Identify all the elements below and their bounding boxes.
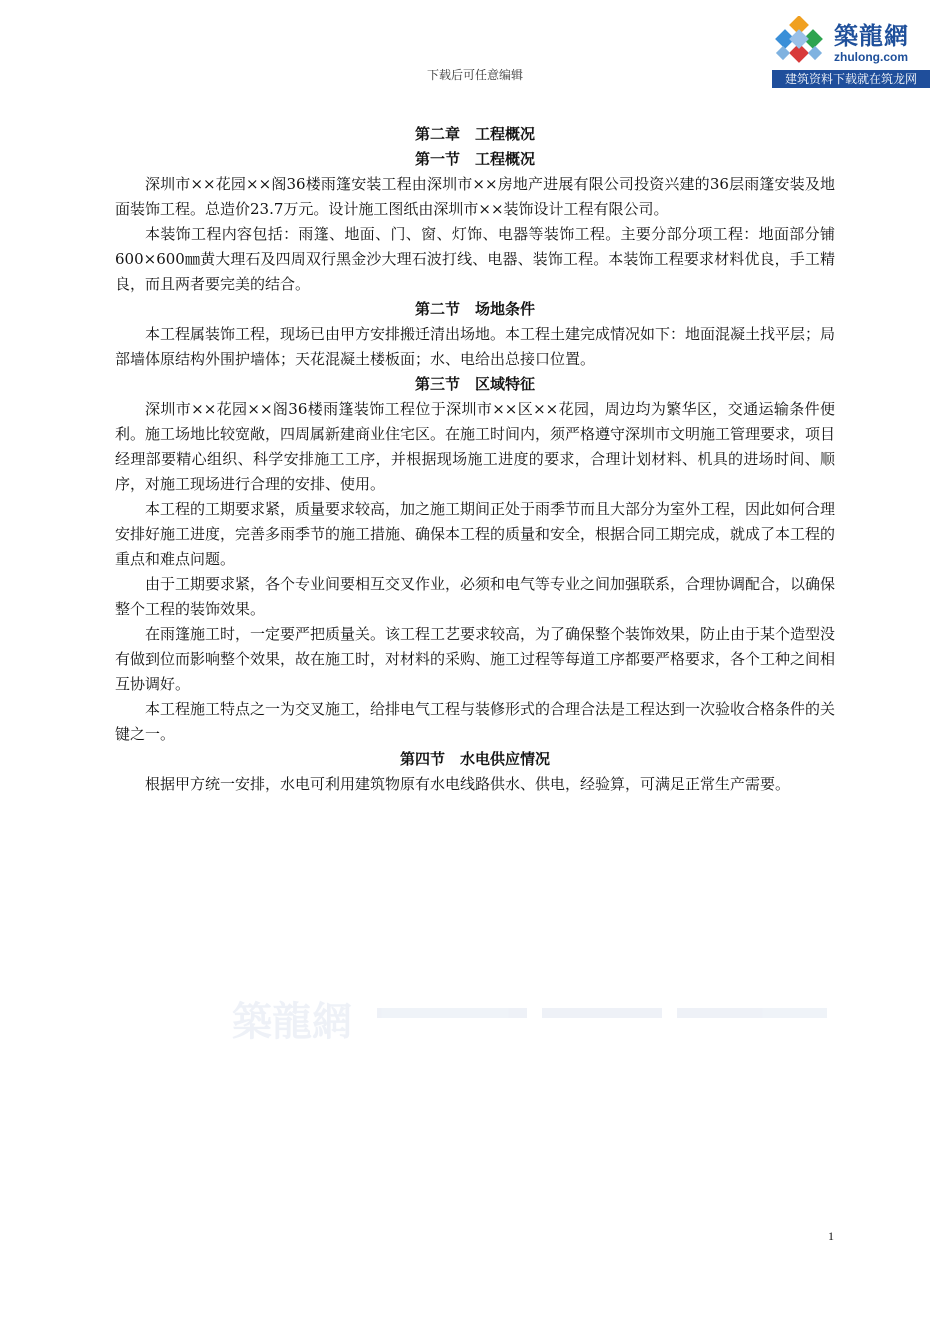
- watermark-bar: [677, 1008, 827, 1018]
- watermark-bar: [377, 1008, 527, 1018]
- section-3-title: 第三节 区域特征: [414, 375, 535, 393]
- zhulong-watermark: [232, 990, 832, 1060]
- logo-name: 築龍網: [834, 21, 909, 50]
- header-note: 下载后可任意编辑: [426, 68, 523, 82]
- section-2-title: 第二节 场地条件: [414, 300, 535, 318]
- section-1-paragraph: 深圳市××花园××阁36楼雨篷安装工程由深圳市××房地产进展有限公司投资兴建的36层雨篷安装及地面装饰工程。总造价23.7万元。设计施工图纸由深圳市××装饰设计工程有限公司。: [115, 175, 835, 218]
- section-1-paragraph: 本装饰工程内容包括：雨篷、地面、门、窗、灯饰、电器等装饰工程。主要分部分项工程：地面部分铺600×600㎜黄大理石及四周双行黑金沙大理石波打线、电器、装饰工程。本装饰工程要求材料优良，手工精良，而且两者要完美的结合。: [115, 225, 835, 293]
- logo-slogan: 建筑资料下载就在筑龙网: [772, 70, 930, 88]
- section-1-title: 第一节 工程概况: [414, 150, 535, 168]
- section-3-paragraph: 由于工期要求紧，各个专业间要相互交叉作业，必须和电气等专业之间加强联系，合理协调配合，以确保整个工程的装饰效果。: [115, 575, 836, 618]
- diamond-logo-icon: [772, 16, 828, 72]
- section-3-paragraph: 在雨篷施工时，一定要严把质量关。该工程工艺要求较高，为了确保整个装饰效果，防止由于某个造型没有做到位而影响整个效果，故在施工时，对材料的采购、施工过程等每道工序都要严格要求，各个工种之间相互协调好。: [115, 625, 836, 693]
- section-3-paragraph: 本工程施工特点之一为交叉施工，给排电气工程与装修形式的合理合法是工程达到一次验收合格条件的关键之一。: [115, 700, 836, 743]
- chapter-title: 第二章 工程概况: [414, 125, 535, 143]
- watermark-bar: [542, 1008, 662, 1018]
- section-4-title: 第四节 水电供应情况: [399, 750, 550, 768]
- document-body: [115, 122, 835, 797]
- section-4-paragraph: 根据甲方统一安排，水电可利用建筑物原有水电线路供水、供电，经验算，可满足正常生产需要。: [145, 775, 791, 793]
- section-2-paragraph: 本工程属装饰工程，现场已由甲方安排搬迁清出场地。本工程土建完成情况如下：地面混凝土找平层；局部墙体原结构外围护墙体；天花混凝土楼板面；水、电给出总接口位置。: [115, 325, 836, 368]
- logo-domain: zhulong.com: [834, 50, 908, 64]
- watermark-text: 築龍網: [232, 998, 352, 1045]
- zhulong-logo: [772, 12, 930, 88]
- section-3-paragraph: 深圳市××花园××阁36楼雨篷装饰工程位于深圳市××区××花园，周边均为繁华区，交通运输条件便利。施工场地比较宽敞，四周属新建商业住宅区。在施工时间内，须严格遵守深圳市文明施工管理要求，项目经理部要精心组织、科学安排施工工序，并根据现场施工进度的要求，合理计划材料、机具的进场时间、顺序，对施工现场进行合理的安排、使用。: [115, 400, 836, 493]
- page-number: 1: [828, 1229, 834, 1243]
- section-3-paragraph: 本工程的工期要求紧，质量要求较高，加之施工期间正处于雨季节而且大部分为室外工程，因此如何合理安排好施工进度，完善多雨季节的施工措施、确保本工程的质量和安全，根据合同工期完成，就成了本工程的重点和难点问题。: [115, 500, 836, 568]
